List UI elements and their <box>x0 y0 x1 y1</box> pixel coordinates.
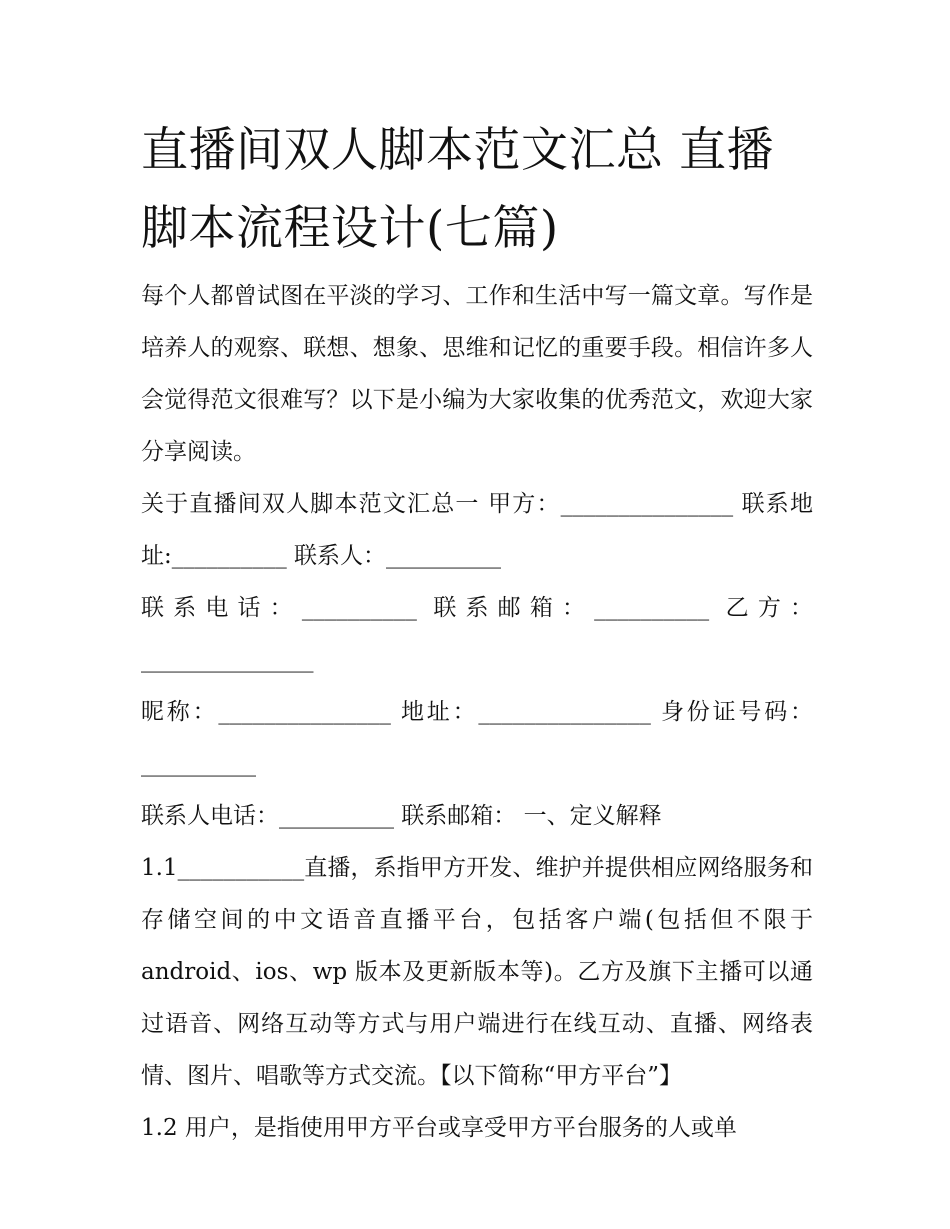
document-title: 直播间双人脚本范文汇总 直播脚本流程设计(七篇) <box>141 123 774 256</box>
definition-1-2-paragraph: 1.2 用户，是指使用甲方平台或享受甲方平台服务的人或单 <box>141 1115 737 1141</box>
intro-paragraph: 每个人都曾试图在平淡的学习、工作和生活中写一篇文章。写作是培养人的观察、联想、想象、思维和记忆的重要手段。相信许多人会觉得范文很难写？以下是小编为大家收集的优秀范文，欢迎大家分享阅读。 <box>141 283 813 465</box>
definition-1-1-paragraph: 1.1___________直播，系指甲方开发、维护并提供相应网络服务和存储空间的中文语音直播平台，包括客户端(包括但不限于 android、ios、wp 版本及更新版本等)。乙方及旗下主播可以通过语音、网络互动等方式与用户端进行在线互动、直播、网络表情、图片、唱歌等方式交流。【以下简称“甲方平台”】 <box>141 855 813 1089</box>
nickname-paragraph: 昵称：_______________ 地址：_______________ 身份证号码：__________ <box>141 699 813 777</box>
contact-paragraph: 联系电话：__________ 联系邮箱：__________ 乙方：_______________ <box>141 595 813 673</box>
document-page <box>141 112 813 1154</box>
definitions-heading-paragraph: 联系人电话：__________ 联系邮箱： 一、定义解释 <box>141 803 662 829</box>
party-a-paragraph: 关于直播间双人脚本范文汇总一 甲方：_______________ 联系地址:__________ 联系人：__________ <box>141 491 813 569</box>
